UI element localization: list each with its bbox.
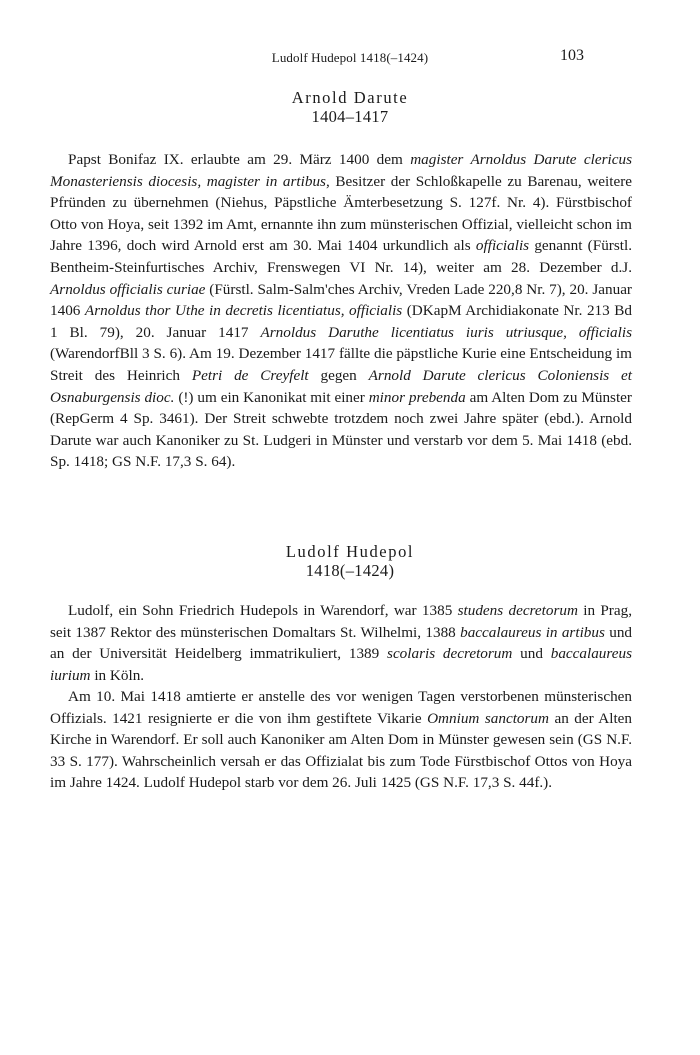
paragraph-ludolf-hudepol-2: [50, 686, 632, 794]
section-heading-ludolf-hudepol: [0, 542, 700, 580]
section-years: 1404–1417: [311, 107, 389, 126]
section-name: Arnold Darute: [291, 88, 409, 107]
section-years: 1418(–1424): [305, 561, 395, 580]
text-run: (WarendorfBll 3 S. 6). Am 19. Dezember 1417 fällte die päpstliche Kurie eine Entscheidung im Streit des Heinrich: [50, 345, 632, 384]
running-title: Ludolf Hudepol 1418(–1424): [271, 50, 429, 65]
latin-run: Arnoldus Daruthe licentiatus iuris utriusque, officialis: [260, 323, 632, 341]
section-name: Ludolf Hudepol: [285, 542, 415, 561]
latin-run: baccalaureus in artibus: [460, 623, 605, 641]
text-run: Ludolf, ein Sohn Friedrich Hudepols in Warendorf, war 1385: [68, 602, 458, 619]
text-run: an der Alten Kirche in Warendorf. Er soll auch Kanoniker am Alten Dom in Münster gewesen sein (GS N.F. 33 S. 177). Wahrscheinlich versah er das Offizialat bis zum Tode Fürstbischof Ottos von Hoya im Jahre 1424. Ludolf Hudepol starb vor dem 26. Juli 1425 (GS N.F. 17,3 S. 44f.).: [50, 709, 633, 792]
latin-run: scolaris decretorum: [387, 645, 513, 663]
latin-run: Arnoldus officialis curiae: [50, 280, 206, 298]
latin-run: baccalaureus iurium: [50, 645, 632, 684]
latin-run: Omnium sanctorum: [427, 709, 549, 727]
section-heading-arnold-darute: [0, 88, 700, 126]
latin-run: studens decretorum: [457, 602, 578, 619]
paragraph-arnold-darute: [50, 149, 632, 473]
text-run: und an der Universität Heidelberg immatrikuliert, 1389: [50, 623, 632, 663]
latin-run: Arnold Darute clericus Coloniensis et Osnaburgensis dioc.: [50, 366, 633, 406]
text-run: (Fürstl. Salm-Salm'ches Archiv, Vreden Lade 220,8 Nr. 7), 20. Januar 1406: [50, 280, 632, 320]
latin-run: Arnoldus thor Uthe in decretis licentiatus, officialis: [84, 302, 403, 320]
text-run: Papst Bonifaz IX. erlaubte am 29. März 1400 dem: [68, 151, 411, 168]
text-run: in Prag, seit 1387 Rektor des münsterischen Domaltars St. Wilhelmi, 1388: [50, 602, 633, 641]
latin-run: officialis: [475, 237, 530, 255]
text-run: (DKapM Archidiakonate Nr. 213 Bd 1 Bl. 79), 20. Januar 1417: [50, 302, 632, 341]
text-run: und: [512, 645, 551, 663]
text-run: genannt (Fürstl. Bentheim-Steinfurtisches Archiv, Frenswegen VI Nr. 14), weiter am 28. Dezember d.J.: [50, 237, 632, 276]
latin-run: Petri de Creyfelt: [191, 366, 309, 384]
text-run: (!) um ein Kanonikat mit einer: [174, 388, 369, 406]
latin-run: magister Arnoldus Darute clericus Monasteriensis diocesis, magister in artibus: [50, 151, 632, 190]
text-run: in Köln.: [90, 666, 145, 684]
paragraph-ludolf-hudepol-1: [50, 600, 632, 686]
text-run: am Alten Dom zu Münster (RepGerm 4 Sp. 3461). Der Streit schwebte trotzdem noch zwei Jahre später (ebd.). Arnold Darute war auch Kanoniker zu St. Ludgeri in Münster und verstarb vor dem 5. Mai 1418 (ebd. Sp. 1418; GS N.F. 17,3 S. 64).: [50, 388, 632, 471]
text-run: , Besitzer der Schloßkapelle zu Barenau, weitere Pfründen zu übernehmen (Niehus, Päpstliche Ämterbesetzung S. 127f. Nr. 4). Fürstbischof Otto von Hoya, seit 1392 im Amt, ernannte ihn zum münsterischen Offizial, vielleicht schon im Jahre 1396, doch wird Arnold erst am 30. Mai 1404 urkundlich als: [50, 172, 633, 255]
text-run: Am 10. Mai 1418 amtierte er anstelle des vor wenigen Tagen verstorbenen münsterischen Offizials. 1421 resignierte er die von ihm gestiftete Vikarie: [50, 688, 632, 727]
page-number: 103: [560, 47, 584, 64]
latin-run: minor prebenda: [368, 388, 466, 406]
text-run: gegen: [308, 366, 369, 384]
